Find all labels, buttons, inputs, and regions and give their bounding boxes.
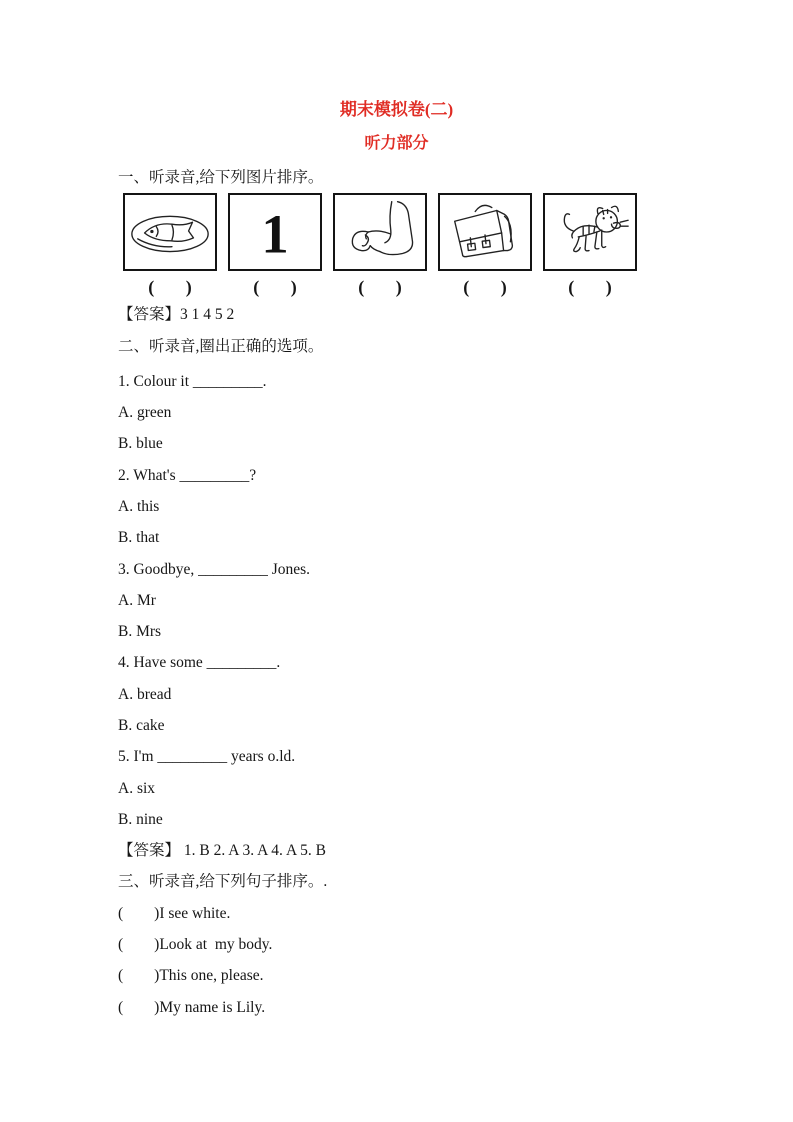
question-4-stem: 4. Have some _________.	[118, 654, 281, 672]
question-1-stem: 1. Colour it _________.	[118, 372, 267, 390]
picture-item-fish	[123, 193, 217, 298]
tiger-icon	[543, 193, 637, 271]
question-3-option-b: B. Mrs	[118, 623, 162, 641]
paper-title: 期末模拟卷(二)	[339, 100, 454, 119]
question-1-option-a: A. green	[118, 404, 172, 422]
answer-blank: ( )	[118, 998, 160, 1016]
order-brackets: ( )	[358, 277, 402, 298]
order-brackets: ( )	[463, 277, 507, 298]
part2-answer-key: 【答案】 1. B 2. A 3. A 4. A 5. B	[118, 842, 327, 860]
bent-arm-icon	[333, 193, 427, 271]
part3-heading: 三、听录音,给下列句子排序。.	[118, 873, 328, 891]
order-brackets: ( )	[253, 277, 297, 298]
sentence-item-1	[118, 898, 753, 929]
picture-row	[123, 193, 753, 298]
order-brackets: ( )	[148, 277, 192, 298]
sentence-item-3	[118, 960, 753, 991]
fish-on-plate-icon	[123, 193, 217, 271]
number-one-icon	[228, 193, 322, 271]
sentence-text: I see white.	[159, 904, 231, 922]
number-one-glyph: 1	[261, 203, 289, 265]
question-list	[118, 366, 753, 1023]
sentence-text: This one, please.	[159, 967, 264, 985]
question-4-option-a: A. bread	[118, 685, 172, 703]
schoolbag-icon	[438, 193, 532, 271]
paper-body	[118, 169, 753, 1023]
part2-heading: 二、听录音,圈出正确的选项。	[118, 337, 324, 355]
sentence-item-2	[118, 929, 753, 960]
question-2-option-b: B. that	[118, 529, 160, 547]
question-3-option-a: A. Mr	[118, 591, 156, 609]
answer-blank: ( )	[118, 936, 160, 954]
order-brackets: ( )	[568, 277, 612, 298]
listening-section-title: 听力部分	[364, 134, 429, 152]
question-1-option-b: B. blue	[118, 435, 163, 453]
part1-heading: 一、听录音,给下列图片排序。	[118, 169, 324, 187]
sentence-text: Look at my body.	[159, 936, 273, 954]
question-2-option-a: A. this	[118, 497, 160, 515]
answer-blank: ( )	[118, 967, 160, 985]
question-4-option-b: B. cake	[118, 716, 165, 734]
question-5-option-b: B. nine	[118, 810, 163, 828]
picture-item-number-one	[228, 193, 322, 298]
sentence-item-4	[118, 992, 753, 1023]
picture-item-schoolbag	[438, 193, 532, 298]
question-2-stem: 2. What's _________?	[118, 466, 257, 484]
answer-blank: ( )	[118, 904, 160, 922]
sentence-text: My name is Lily.	[159, 998, 266, 1016]
question-5-option-a: A. six	[118, 779, 156, 797]
part1-answer-key: 【答案】3 1 4 5 2	[118, 306, 235, 324]
picture-item-tiger	[543, 193, 637, 298]
picture-item-arm	[333, 193, 427, 298]
question-5-stem: 5. I'm _________ years o.ld.	[118, 748, 296, 766]
question-3-stem: 3. Goodbye, _________ Jones.	[118, 560, 311, 578]
